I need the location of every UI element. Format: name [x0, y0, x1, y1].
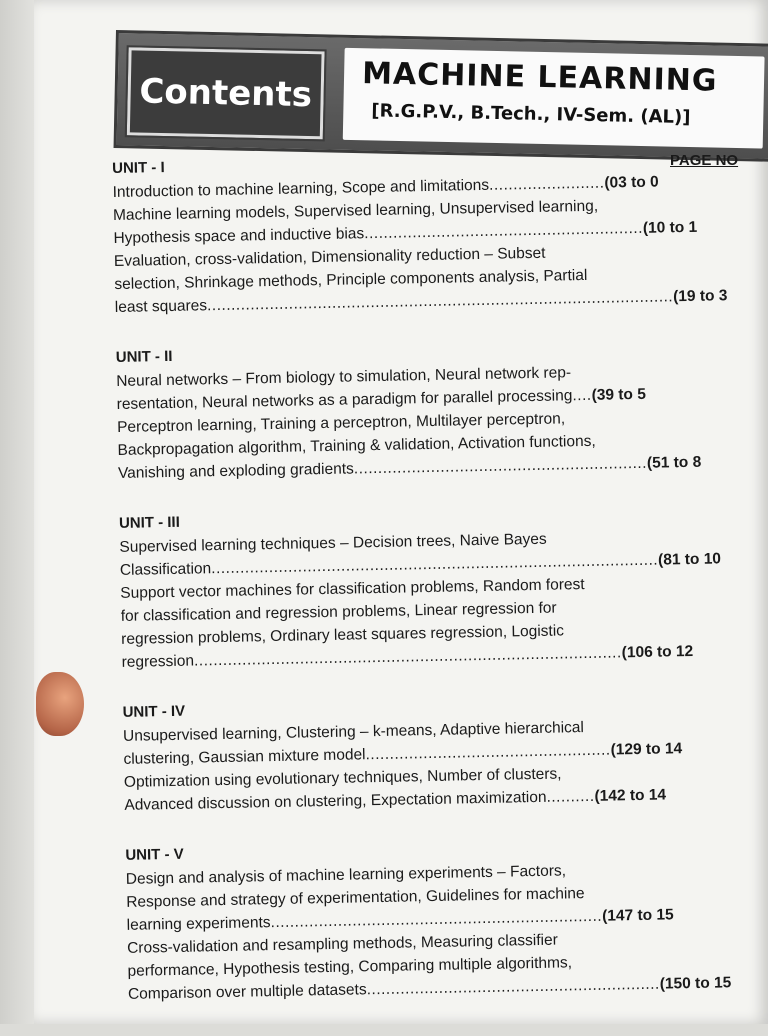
- toc-line-text: resentation, Neural networks as a paradigm for parallel processing: [116, 387, 573, 413]
- toc-unit: [112, 148, 755, 319]
- toc-leader-dots: .............................................................: [353, 454, 648, 478]
- unit-title: UNIT - I: [112, 158, 165, 177]
- toc-line-text: Machine learning models, Supervised learning, Unsupervised learning,: [112, 197, 599, 224]
- toc-line-text: Vanishing and exploding gradients: [117, 460, 354, 482]
- toc-line-text: Neural networks – From biology to simulation, Neural network rep-: [116, 364, 572, 390]
- book-subtitle: [R.G.P.V., B.Tech., IV-Sem. (AL)]: [371, 100, 691, 129]
- toc-leader-dots: ....: [572, 386, 592, 405]
- toc-line-text: Supervised learning techniques – Decision trees, Naive Bayes: [119, 530, 547, 556]
- toc-page-range: (129 to 14: [610, 740, 683, 759]
- contents-label: Contents: [139, 71, 313, 116]
- toc-leader-dots: ..........: [546, 787, 595, 806]
- toc-page-range: (142 to 14: [594, 786, 667, 805]
- toc-line-text: clustering, Gaussian mixture model: [123, 746, 366, 768]
- toc-line-text: performance, Hypothesis testing, Comparing multiple algorithms,: [127, 954, 573, 980]
- toc-line-text: regression problems, Ordinary least squares regression, Logistic: [121, 622, 565, 648]
- unit-title: UNIT - II: [115, 347, 173, 366]
- toc-line-text: Advanced discussion on clustering, Expectation maximization: [124, 788, 547, 814]
- toc-line-text: Perceptron learning, Training a perceptron, Multilayer perceptron,: [116, 410, 566, 436]
- toc-line-text: Response and strategy of experimentation, Guidelines for machine: [126, 885, 585, 911]
- toc-line-text: learning experiments: [126, 914, 271, 934]
- toc-unit: [125, 835, 768, 1006]
- toc-leader-dots: .................................................................................................: [206, 288, 674, 315]
- table-of-contents: [112, 148, 768, 1036]
- toc-page-range: (106 to 12: [621, 642, 694, 662]
- toc-line-text: Backpropagation algorithm, Training & validation, Activation functions,: [117, 432, 596, 459]
- toc-page-range: (81 to 10: [657, 550, 722, 569]
- toc-line-text: Classification: [119, 560, 212, 579]
- toc-line-text: Comparison over multiple datasets: [127, 981, 367, 1003]
- unit-title: UNIT - IV: [122, 702, 186, 721]
- toc-line-text: Optimization using evolutionary techniques, Number of clusters,: [123, 765, 562, 791]
- toc-page-range: (147 to 15: [601, 906, 674, 925]
- toc-line-text: Design and analysis of machine learning experiments – Factors,: [125, 862, 567, 888]
- toc-line-text: least squares: [114, 297, 208, 316]
- toc-page-range: (39 to 5: [591, 385, 647, 404]
- page-no-header: PAGE NO: [670, 152, 739, 169]
- toc-leader-dots: .....................................................................: [270, 907, 603, 932]
- toc-line-text: for classification and regression problems, Linear regression for: [120, 599, 557, 625]
- toc-leader-dots: .............................................................................................: [211, 551, 659, 578]
- toc-leader-dots: .............................................................: [366, 975, 660, 999]
- unit-title: UNIT - III: [118, 513, 180, 532]
- toc-line-text: Evaluation, cross-validation, Dimensionality reduction – Subset: [113, 244, 546, 270]
- toc-leader-dots: ..........................................................: [364, 219, 644, 243]
- toc-leader-dots: .........................................................................................: [193, 644, 622, 670]
- toc-line-text: Introduction to machine learning, Scope and limitations: [112, 176, 490, 201]
- toc-page-range: (03 to 0: [604, 173, 659, 192]
- toc-unit: [116, 337, 758, 485]
- toc-page-range: (10 to 1: [642, 218, 698, 237]
- toc-line-text: Unsupervised learning, Clustering – k-means, Adaptive hierarchical: [122, 719, 585, 745]
- unit-title: UNIT - V: [125, 845, 184, 864]
- toc-unit: [119, 503, 762, 674]
- toc-line-text: Cross-validation and resampling methods, Measuring classifier: [126, 931, 558, 957]
- book-title: MACHINE LEARNING: [361, 56, 718, 99]
- toc-line-text: selection, Shrinkage methods, Principle components analysis, Partial: [114, 266, 588, 293]
- contents-label-box: [127, 47, 325, 139]
- toc-leader-dots: ........................: [488, 174, 605, 194]
- toc-page-range: (51 to 8: [646, 453, 702, 472]
- finger-image: [36, 672, 84, 736]
- toc-unit: [122, 692, 764, 817]
- toc-line-text: regression: [121, 652, 195, 671]
- toc-line-text: Support vector machines for classification problems, Random forest: [120, 576, 585, 602]
- toc-leader-dots: ...................................................: [365, 741, 611, 764]
- title-box: [343, 48, 765, 149]
- toc-page-range: (19 to 3: [673, 287, 728, 306]
- toc-page-range: (150 to 15: [659, 974, 732, 993]
- toc-line-text: Hypothesis space and inductive bias: [113, 225, 365, 247]
- header-banner: [114, 30, 768, 162]
